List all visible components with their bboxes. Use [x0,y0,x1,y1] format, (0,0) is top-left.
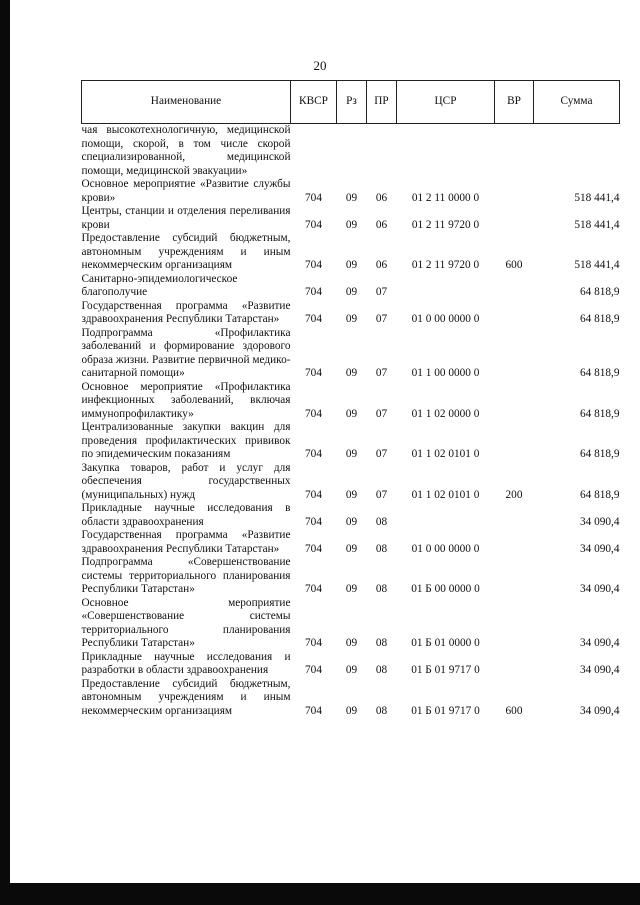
cell-rz: 09 [345,191,358,204]
cell-name: Прикладные научные исследования и разработки в области здравоохранения [81,650,291,676]
header-name: Наименование [82,81,291,124]
cell-name: Централизованные закупки вакцин для проведения профилактических прививок по эпидемическим показаниям [81,421,291,460]
cell-sum: 64 818,9 [579,286,620,298]
cell-csr: 01 0 00 0000 0 [411,542,480,555]
table-row [82,678,620,719]
cell-pr: 08 [375,583,388,595]
cell-sum: 64 818,9 [579,488,620,501]
cell-rz: 09 [345,488,358,501]
cell-sum: 34 090,4 [579,637,620,649]
cell-sum: 64 818,9 [579,407,620,420]
table-row [82,300,620,327]
cell-vr [495,178,534,205]
cell-name: Государственная программа «Развитие здравоохранения Республики Татарстан» [81,529,291,555]
cell-sum: 34 090,4 [579,664,620,676]
cell-name: Санитарно-эпидемиологическое благополучие [81,272,238,298]
cell-kvsr: 704 [305,286,322,298]
cell-name: Центры, станции и отделения переливания крови [81,205,291,231]
cell-pr: 08 [375,515,388,528]
scan-bottom-border [0,883,640,905]
cell-sum: 518 441,4 [574,259,620,271]
cell-pr: 06 [375,259,388,271]
cell-pr [367,124,397,179]
cell-kvsr: 704 [305,664,322,676]
header-csr: ЦСР [397,81,495,124]
cell-rz: 09 [345,583,358,595]
cell-vr [495,273,534,300]
cell-pr: 06 [375,218,388,231]
cell-vr [495,529,534,556]
cell-pr: 07 [375,407,388,420]
cell-kvsr: 704 [305,448,322,460]
cell-rz: 09 [345,515,358,528]
cell-pr: 07 [375,313,388,325]
cell-vr [495,381,534,422]
table-row [82,205,620,232]
cell-csr: 01 Б 00 0000 0 [411,583,480,595]
cell-rz: 09 [345,259,358,271]
cell-vr [495,421,534,462]
cell-name: Предоставление субсидий бюджетным, автономным учреждениям и иным некоммерческим организациям [81,677,291,717]
table-row [82,556,620,597]
cell-csr [397,124,495,179]
cell-pr: 08 [375,704,388,717]
cell-name: Закупка товаров, работ и услуг для обеспечения государственных (муниципальных) нужд [81,461,291,501]
cell-csr: 01 1 02 0101 0 [411,488,480,501]
cell-name: чая высокотехнологичную, медицинской помощи, скорой, в том числе скорой специализированной, медицинской помощи, медицинской эвакуации» [81,124,291,177]
budget-table [81,80,620,718]
cell-pr: 08 [375,637,388,649]
cell-kvsr: 704 [305,313,322,325]
cell-csr [397,502,495,529]
table-row [82,124,620,179]
cell-kvsr: 704 [305,515,322,528]
cell-vr [495,124,534,179]
cell-rz: 09 [345,448,358,460]
cell-name: Основное мероприятие «Совершенствование системы территориального планирования Республики Татарстан» [81,596,291,649]
cell-name: Подпрограмма «Совершенствование системы территориального планирования Республики Татарстан» [81,556,291,595]
cell-kvsr: 704 [305,218,322,231]
cell-sum: 518 441,4 [574,218,620,231]
table-row [82,597,620,651]
cell-vr: 600 [505,704,523,717]
cell-kvsr: 704 [305,583,322,595]
cell-vr [495,651,534,678]
cell-csr: 01 2 11 9720 0 [411,218,480,231]
cell-kvsr: 704 [305,259,322,271]
table-row [82,651,620,678]
cell-kvsr: 704 [305,542,322,555]
cell-vr [495,205,534,232]
cell-pr: 07 [375,286,388,298]
table-row [82,273,620,300]
cell-pr: 08 [375,664,388,676]
table-row [82,529,620,556]
cell-sum: 34 090,4 [579,704,620,717]
cell-vr [495,327,534,381]
cell-csr: 01 1 02 0101 0 [411,448,480,460]
cell-name: Основное мероприятие «Развитие службы крови» [81,178,291,204]
cell-rz: 09 [345,286,358,298]
cell-rz [337,124,367,179]
table-header-row [82,81,620,124]
cell-sum: 518 441,4 [574,191,620,204]
cell-kvsr: 704 [305,367,322,379]
cell-csr: 01 2 11 9720 0 [411,259,480,271]
cell-csr: 01 Б 01 9717 0 [411,664,480,676]
header-rz: Рз [337,81,367,124]
cell-csr [397,273,495,300]
cell-sum: 64 818,9 [579,313,620,325]
cell-csr: 01 Б 01 9717 0 [411,704,480,717]
cell-vr [495,556,534,597]
cell-csr: 01 1 00 0000 0 [411,367,480,379]
cell-csr: 01 Б 01 0000 0 [411,637,480,649]
cell-rz: 09 [345,367,358,379]
cell-sum: 64 818,9 [579,367,620,379]
cell-rz: 09 [345,704,358,717]
table-row [82,381,620,422]
table-row [82,232,620,273]
cell-csr: 01 2 11 0000 0 [411,191,480,204]
table-row [82,502,620,529]
cell-name: Подпрограмма «Профилактика заболеваний и формирование здорового образа жизни. Развитие первичной медико-санитарной помощи» [81,326,291,379]
cell-kvsr: 704 [305,191,322,204]
cell-rz: 09 [345,313,358,325]
cell-vr: 200 [505,488,523,501]
table-row [82,462,620,503]
table-row [82,178,620,205]
cell-rz: 09 [345,407,358,420]
cell-sum: 34 090,4 [579,542,620,555]
cell-sum [534,124,620,179]
cell-pr: 07 [375,367,388,379]
scan-left-edge [0,0,10,905]
page-number: 20 [313,58,327,73]
cell-kvsr: 704 [305,637,322,649]
table-row [82,327,620,381]
cell-rz: 09 [345,637,358,649]
cell-sum: 34 090,4 [579,515,620,528]
header-vr: ВР [495,81,534,124]
cell-pr: 08 [375,542,388,555]
cell-vr [495,597,534,651]
cell-pr: 06 [375,191,388,204]
cell-sum: 64 818,9 [579,448,620,460]
cell-rz: 09 [345,218,358,231]
cell-vr [495,300,534,327]
cell-kvsr: 704 [305,407,322,420]
cell-csr: 01 1 02 0000 0 [411,407,480,420]
cell-csr: 01 0 00 0000 0 [411,313,480,325]
cell-pr: 07 [375,488,388,501]
table-row [82,421,620,462]
cell-rz: 09 [345,664,358,676]
cell-name: Прикладные научные исследования в области здравоохранения [81,502,291,528]
cell-kvsr: 704 [305,704,322,717]
header-pr: ПР [367,81,397,124]
cell-name: Основное мероприятие «Профилактика инфекционных заболеваний, включая иммунопрофилактику» [81,380,291,420]
cell-rz: 09 [345,542,358,555]
cell-vr: 600 [505,259,523,271]
cell-name: Предоставление субсидий бюджетным, автономным учреждениям и иным некоммерческим организациям [81,232,291,271]
cell-vr [495,502,534,529]
cell-name: Государственная программа «Развитие здравоохранения Республики Татарстан» [81,299,291,325]
header-sum: Сумма [534,81,620,124]
header-kvsr: КВСР [291,81,337,124]
cell-sum: 34 090,4 [579,583,620,595]
cell-kvsr [291,124,337,179]
cell-kvsr: 704 [305,488,322,501]
cell-pr: 07 [375,448,388,460]
